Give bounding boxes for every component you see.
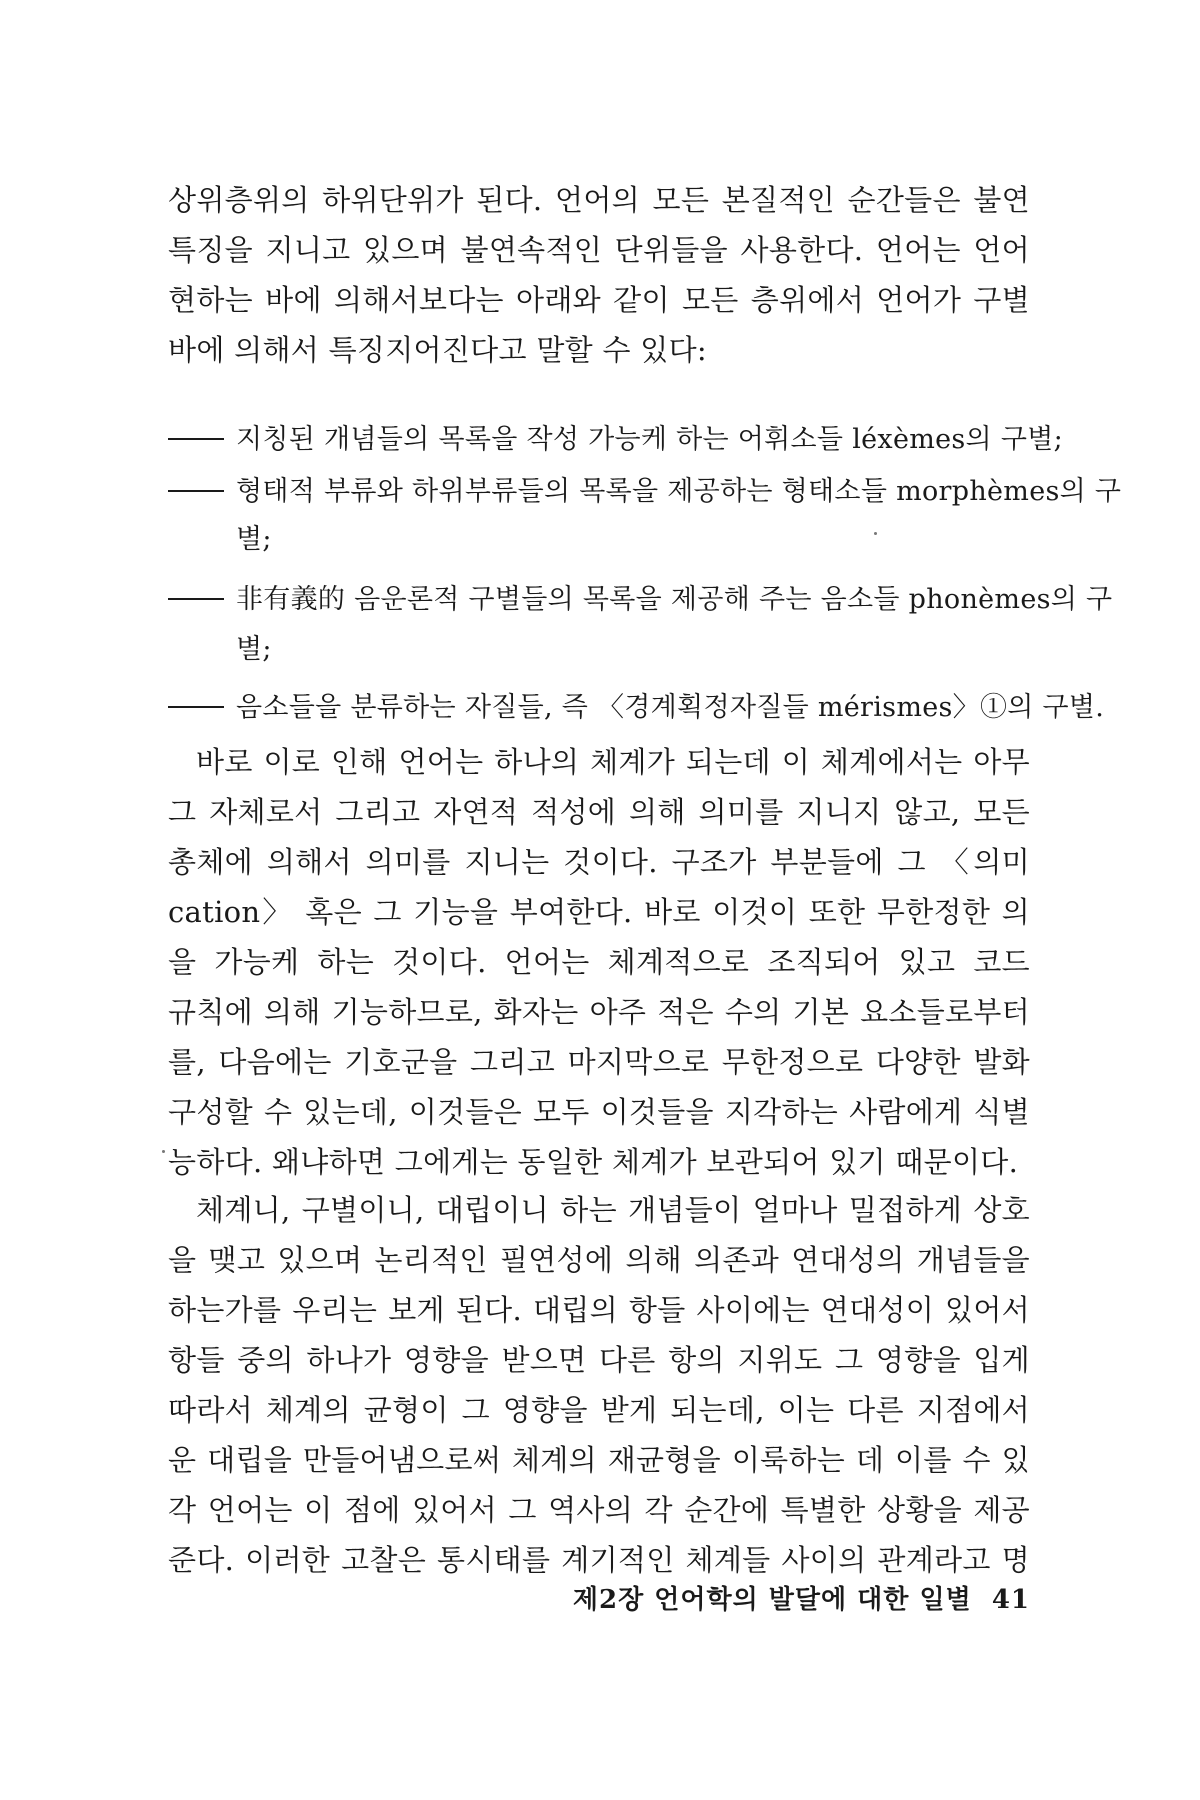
em-dash-marker bbox=[168, 490, 224, 492]
text-line: 을 가능케 하는 것이다. 언어는 체계적으로 조직되어 있고 코드 bbox=[168, 945, 1030, 979]
em-dash-marker bbox=[168, 598, 224, 600]
running-head: 제2장 언어학의 발달에 대한 일별 bbox=[572, 1585, 972, 1615]
text-line: 을 맺고 있으며 논리적인 필연성에 의해 의존과 연대성의 개념들을 bbox=[168, 1243, 1030, 1277]
text-line: 특징을 지니고 있으며 불연속적인 단위들을 사용한다. 언어는 언어 bbox=[168, 233, 1030, 267]
scan-speck bbox=[162, 1150, 165, 1153]
em-dash-marker bbox=[168, 438, 224, 440]
list-item-text: 非有義的 음운론적 구별들의 목록을 제공해 주는 음소들 phonèmes의 구 bbox=[236, 584, 1113, 615]
list-item-continuation: 별; bbox=[236, 524, 272, 555]
text-line: 를, 다음에는 기호군을 그리고 마지막으로 무한정으로 다양한 발화 bbox=[168, 1045, 1030, 1079]
list-item-text: 지칭된 개념들의 목록을 작성 가능케 하는 어휘소들 léxèmes의 구별; bbox=[236, 424, 1063, 455]
text-line: 그 자체로서 그리고 자연적 적성에 의해 의미를 지니지 않고, 모든 bbox=[168, 795, 1030, 829]
em-dash-marker bbox=[168, 706, 224, 708]
text-line: 구성할 수 있는데, 이것들은 모두 이것들을 지각하는 사람에게 식별 bbox=[168, 1095, 1030, 1129]
list-item-text: 음소들을 분류하는 자질들, 즉 〈경계획정자질들 mérismes〉①의 구별. bbox=[236, 692, 1105, 723]
text-line: 바에 의해서 특징지어진다고 말할 수 있다: bbox=[168, 333, 708, 367]
text-line: 능하다. 왜냐하면 그에게는 동일한 체계가 보관되어 있기 때문이다. bbox=[168, 1145, 1019, 1179]
list-item bbox=[168, 580, 1113, 620]
text-line: 하는가를 우리는 보게 된다. 대립의 항들 사이에는 연대성이 있어서 bbox=[168, 1293, 1030, 1327]
list-item bbox=[168, 688, 1105, 728]
list-item-text: 형태적 부류와 하위부류들의 목록을 제공하는 형태소들 morphèmes의 구 bbox=[236, 476, 1122, 507]
text-line: 준다. 이러한 고찰은 통시태를 계기적인 체계들 사이의 관계라고 명 bbox=[168, 1543, 1030, 1577]
page-number: 41 bbox=[991, 1585, 1030, 1615]
text-line: 항들 중의 하나가 영향을 받으면 다른 항의 지위도 그 영향을 입게 bbox=[168, 1343, 1030, 1377]
text-line: 상위층위의 하위단위가 된다. 언어의 모든 본질적인 순간들은 불연 bbox=[168, 183, 1030, 217]
running-footer bbox=[540, 1582, 1030, 1618]
text-line: 규칙에 의해 기능하므로, 화자는 아주 적은 수의 기본 요소들로부터 bbox=[168, 995, 1030, 1029]
list-item bbox=[168, 472, 1122, 512]
text-line: 총체에 의해서 의미를 지니는 것이다. 구조가 부분들에 그 〈의미 bbox=[168, 845, 1030, 879]
scan-speck bbox=[874, 532, 877, 535]
text-line: 바로 이로 인해 언어는 하나의 체계가 되는데 이 체계에서는 아무 bbox=[196, 745, 1030, 779]
list-item bbox=[168, 420, 1063, 460]
list-item-continuation: 별; bbox=[236, 634, 272, 665]
text-line: cation〉 혹은 그 기능을 부여한다. 바로 이것이 또한 무한정한 의 bbox=[168, 895, 1030, 929]
text-line: 현하는 바에 의해서보다는 아래와 같이 모든 층위에서 언어가 구별 bbox=[168, 283, 1030, 317]
text-line: 따라서 체계의 균형이 그 영향을 받게 되는데, 이는 다른 지점에서 bbox=[168, 1393, 1030, 1427]
text-line: 체계니, 구별이니, 대립이니 하는 개념들이 얼마나 밀접하게 상호 bbox=[196, 1193, 1030, 1227]
text-line: 각 언어는 이 점에 있어서 그 역사의 각 순간에 특별한 상황을 제공 bbox=[168, 1493, 1030, 1527]
text-line: 운 대립을 만들어냄으로써 체계의 재균형을 이룩하는 데 이를 수 있 bbox=[168, 1443, 1030, 1477]
